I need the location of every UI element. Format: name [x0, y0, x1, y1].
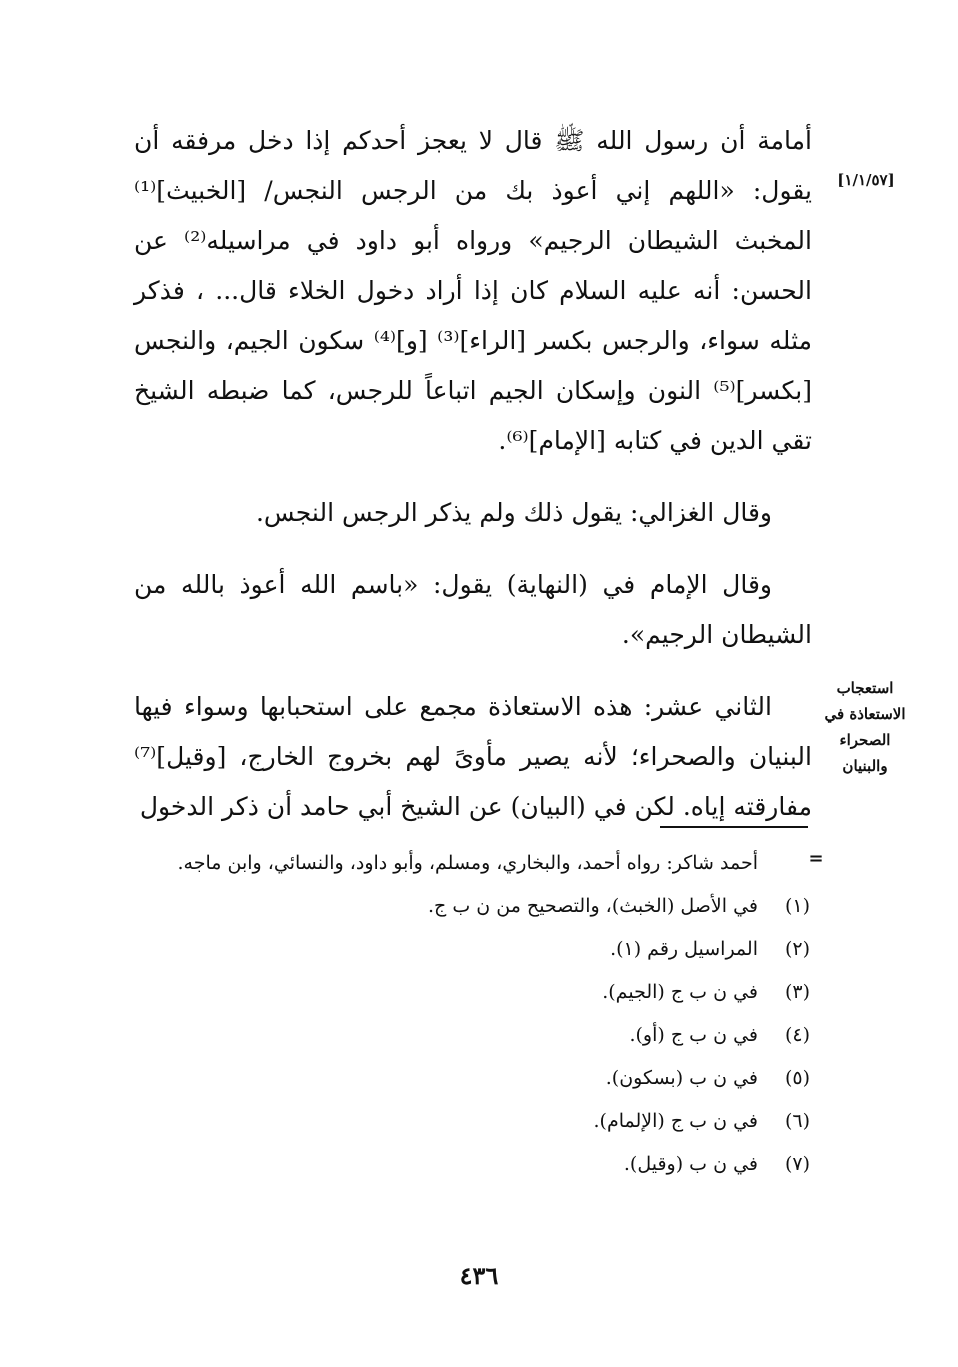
footnotes — [134, 842, 810, 1186]
footnote — [134, 1057, 810, 1100]
page-number: ٤٣٦ — [459, 1261, 499, 1290]
margin-manuscript-reference: [١/١/٥٧] — [837, 171, 895, 189]
footnote — [134, 928, 810, 971]
footnote-number: (٤) — [784, 1024, 810, 1046]
paragraph-3: وقال الإمام في (النهاية) يقول: «باسم الله أعوذ بالله من الشيطان الرجيم». — [134, 570, 812, 649]
footnote — [134, 1014, 810, 1057]
footnote-number: (٧) — [784, 1153, 810, 1175]
footnote-text: في ن ب (بسكون). — [605, 1067, 758, 1089]
paragraph-2: وقال الغزالي: يقول ذلك ولم يذكر الرجس النجس. — [255, 498, 772, 527]
footnote-number: (٥) — [784, 1067, 810, 1089]
footnote-number: (٢) — [784, 938, 810, 960]
footnote-text: في ن ب ج (الجيم). — [602, 981, 758, 1003]
margin-topic-note: استعجاب الاستعاذة في الصحراء والبنيان — [824, 679, 906, 775]
paragraph-1: أمامة أن رسول الله ﷺ قال لا يعجز أحدكم إذا دخل مرفقه أن يقول: «اللهم إني أعوذ بك من الرجس النجس/ [الخبيث]⁽¹⁾ المخبث الشيطان الرجيم» ورواه أبو داود في مراسيله⁽²⁾ عن الحسن: أنه عليه السلام كان إذا أراد دخول الخلاء قال... ، فذكر مثله سواء، والرجس بكسر [الراء]⁽³⁾ [و]⁽⁴⁾ سكون الجيم، والنجس [بكسر]⁽⁵⁾ النون وإسكان الجيم اتباعاً للرجس، كما ضبطه الشيخ تقي الدين في كتابه [الإمام]⁽⁶⁾. — [134, 126, 813, 455]
footnote — [134, 1143, 810, 1186]
footnote-text: المراسيل رقم (١). — [610, 938, 758, 960]
main-text — [134, 116, 812, 832]
paragraph-4: الثاني عشر: هذه الاستعاذة مجمع على استحبابها وسواء فيها البنيان والصحراء؛ لأنه يصير مأوىً لهم بخروج الخارج، [وقيل]⁽⁷⁾ مفارقته إياه. لكن في (البيان) عن الشيخ أبي حامد أن ذكر الدخول — [134, 692, 812, 821]
footnote-number: (٣) — [784, 981, 810, 1003]
footnote-separator — [660, 826, 808, 828]
footnote-text: في الأصل (الخبث)، والتصحيح من ن ب ج. — [427, 895, 758, 917]
footnote-text: في ن ب ج (الإلمام). — [593, 1110, 758, 1132]
footnote-number: (١) — [784, 895, 810, 917]
footnote-text: في ن ب (وقيل). — [623, 1153, 758, 1175]
footnote-continuation-mark: = — [808, 848, 824, 869]
footnote — [134, 971, 810, 1014]
footnote-text: في ن ب ج (أو). — [629, 1024, 758, 1046]
footnote — [134, 1100, 810, 1143]
footnote-number: (٦) — [784, 1110, 810, 1132]
footnote — [134, 885, 810, 928]
footnote-continuation: أحمد شاكر: رواه أحمد، والبخاري، ومسلم، وأبو داود، والنسائي، وابن ماجه. — [177, 852, 758, 874]
